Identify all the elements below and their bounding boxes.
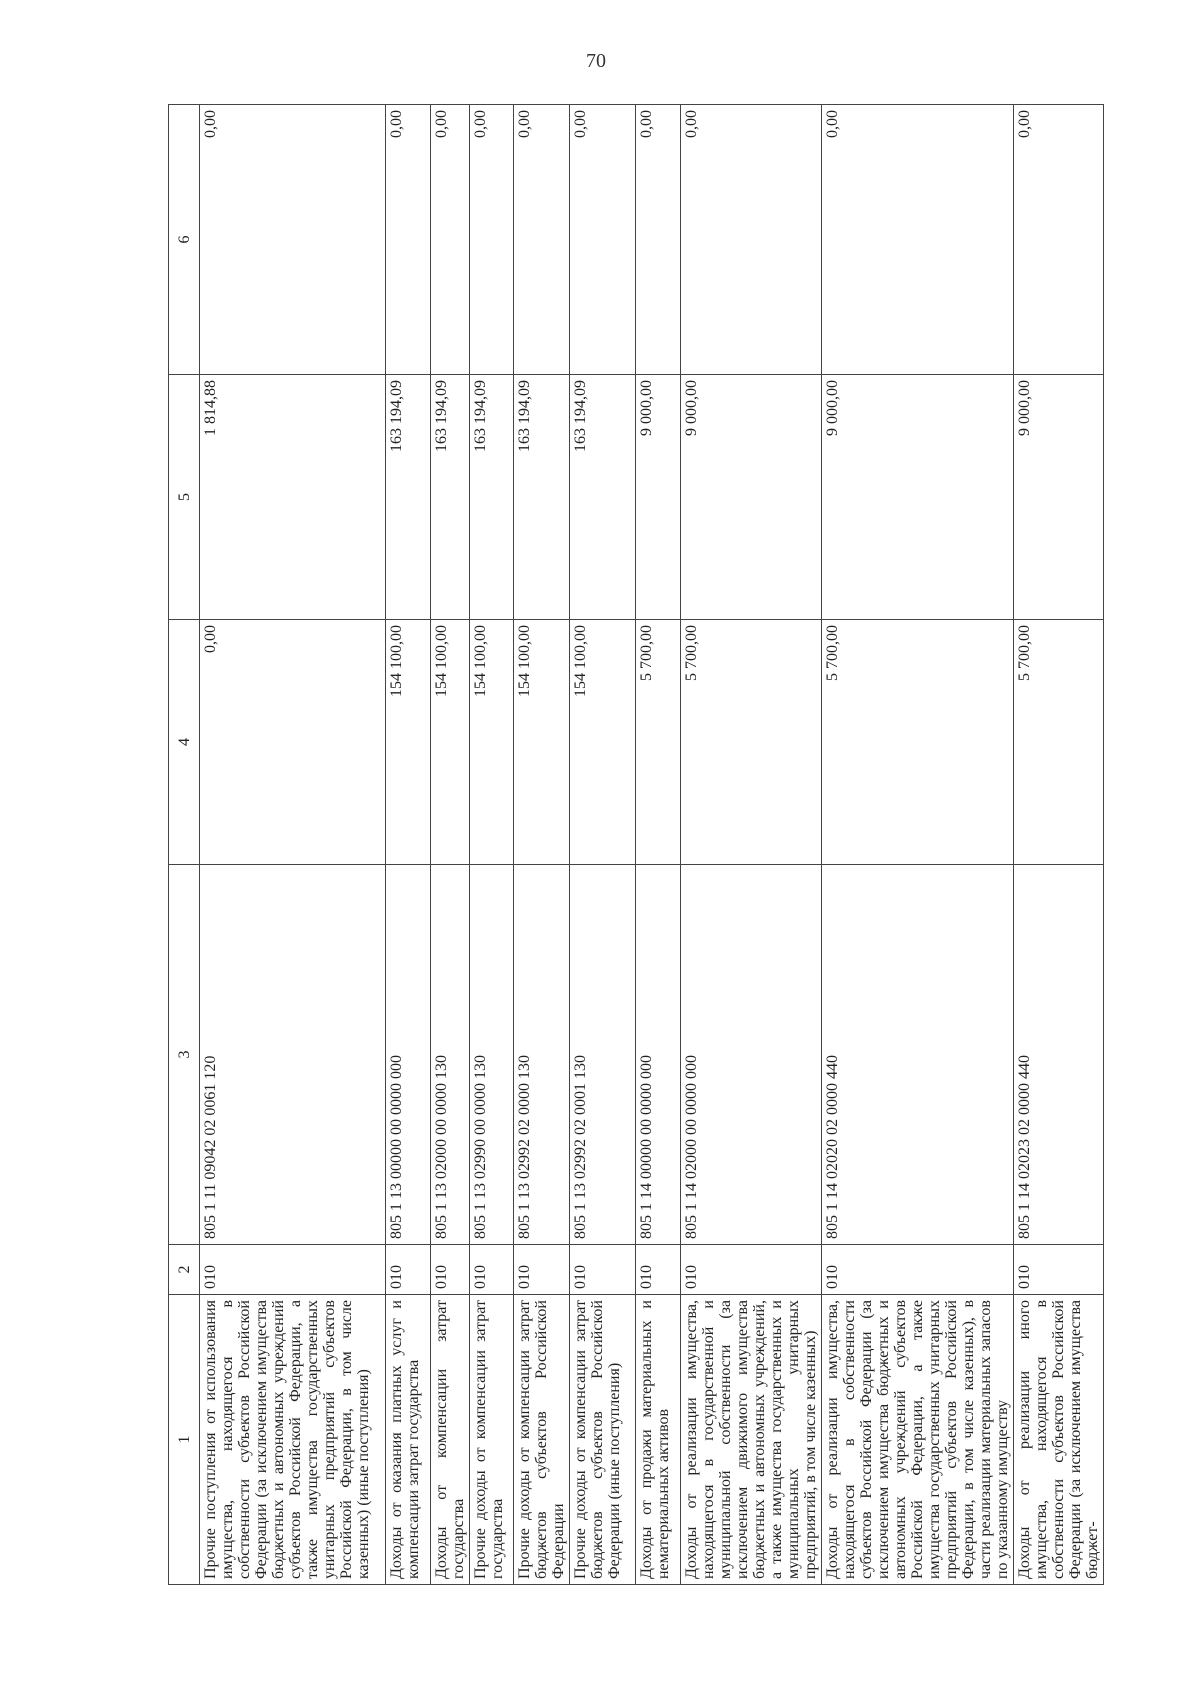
row-col4: 5 700,00 (1014, 620, 1104, 865)
page-number: 70 (586, 50, 606, 72)
row-col4: 5 700,00 (636, 620, 681, 865)
row-col4: 5 700,00 (681, 620, 822, 865)
row-name: Доходы от реализации имущества, находящегося в собственности субъектов Российской Федерации (за исключением имущества бюджетных и автономных учреждений субъектов Российской Федерации, а также имущества государственных унитарных предприятий субъектов Российской Федерации, в том числе казенных), в части реализации материальных запасов по указанному имуществу (822, 1295, 1014, 1585)
row-col6: 0,00 (470, 105, 514, 375)
row-code: 010 (514, 1245, 570, 1295)
row-col4: 5 700,00 (822, 620, 1014, 865)
row-code: 010 (1014, 1245, 1104, 1295)
row-col6: 0,00 (681, 105, 822, 375)
table-row (431, 105, 470, 1585)
row-code: 010 (681, 1245, 822, 1295)
row-name: Прочие доходы от компенсации затрат бюджетов субъектов Российской Федерации (иные поступления) (570, 1295, 636, 1585)
row-code: 010 (386, 1245, 431, 1295)
row-kbk: 805 1 13 02000 00 0000 130 (431, 865, 470, 1245)
table-row (514, 105, 570, 1585)
table-row (570, 105, 636, 1585)
row-name: Доходы от реализации иного имущества, находящегося в собственности субъектов Российской Федерации (за исключением имущества бюджет- (1014, 1295, 1104, 1585)
row-col5: 1 814,88 (200, 375, 386, 620)
row-col4: 0,00 (200, 620, 386, 865)
row-code: 010 (200, 1245, 386, 1295)
row-col4: 154 100,00 (470, 620, 514, 865)
table-row (200, 105, 386, 1585)
row-col5: 9 000,00 (636, 375, 681, 620)
row-col6: 0,00 (386, 105, 431, 375)
row-code: 010 (570, 1245, 636, 1295)
row-col5: 163 194,09 (386, 375, 431, 620)
row-kbk: 805 1 14 02000 00 0000 000 (681, 865, 822, 1245)
row-col6: 0,00 (514, 105, 570, 375)
table-row (681, 105, 822, 1585)
row-col5: 9 000,00 (1014, 375, 1104, 620)
rotated-table-container (168, 105, 1101, 1585)
row-col5: 163 194,09 (514, 375, 570, 620)
row-kbk: 805 1 13 00000 00 0000 000 (386, 865, 431, 1245)
row-name: Доходы от реализации имущества, находящегося в государственной и муниципальной собственности (за исключением движимого имущества бюджетных и автономных учреждений, а также имущества государственных и муниципальных унитарных предприятий, в том числе казенных) (681, 1295, 822, 1585)
row-col6: 0,00 (200, 105, 386, 375)
row-col6: 0,00 (431, 105, 470, 375)
row-kbk: 805 1 13 02992 02 0000 130 (514, 865, 570, 1245)
row-name: Доходы от компенсации затрат государства (431, 1295, 470, 1585)
row-col5: 9 000,00 (681, 375, 822, 620)
header-cell: 2 (169, 1245, 200, 1295)
header-cell: 4 (169, 620, 200, 865)
row-kbk: 805 1 14 02020 02 0000 440 (822, 865, 1014, 1245)
row-kbk: 805 1 11 09042 02 0061 120 (200, 865, 386, 1245)
row-col6: 0,00 (1014, 105, 1104, 375)
header-cell: 3 (169, 865, 200, 1245)
table-row (636, 105, 681, 1585)
row-kbk: 805 1 14 00000 00 0000 000 (636, 865, 681, 1245)
table-row (386, 105, 431, 1585)
header-cell: 1 (169, 1295, 200, 1585)
row-name: Прочие доходы от компенсации затрат государства (470, 1295, 514, 1585)
row-name: Прочие поступления от использования имущества, находящегося в собственности субъектов Российской Федерации (за исключением имущества бюджетных и автономных учреждений субъектов Российской Федерации, а также имущества государственных унитарных предприятий субъектов Российской Федерации, в том числе казенных) (иные поступления) (200, 1295, 386, 1585)
table-row (470, 105, 514, 1585)
header-cell: 6 (169, 105, 200, 375)
row-col4: 154 100,00 (514, 620, 570, 865)
header-cell: 5 (169, 375, 200, 620)
row-code: 010 (822, 1245, 1014, 1295)
row-col5: 9 000,00 (822, 375, 1014, 620)
row-code: 010 (431, 1245, 470, 1295)
row-name: Доходы от продажи материальных и нематериальных активов (636, 1295, 681, 1585)
row-name: Прочие доходы от компенсации затрат бюджетов субъектов Российской Федерации (514, 1295, 570, 1585)
row-kbk: 805 1 14 02023 02 0000 440 (1014, 865, 1104, 1245)
row-col6: 0,00 (570, 105, 636, 375)
table-row (822, 105, 1014, 1585)
row-name: Доходы от оказания платных услуг и компенсации затрат государства (386, 1295, 431, 1585)
row-col6: 0,00 (636, 105, 681, 375)
table-row (1014, 105, 1104, 1585)
revenue-table (168, 104, 1104, 1585)
row-col4: 154 100,00 (431, 620, 470, 865)
row-kbk: 805 1 13 02992 02 0001 130 (570, 865, 636, 1245)
row-col4: 154 100,00 (386, 620, 431, 865)
row-col5: 163 194,09 (470, 375, 514, 620)
row-code: 010 (470, 1245, 514, 1295)
header-row (169, 105, 200, 1585)
row-col5: 163 194,09 (570, 375, 636, 620)
row-col5: 163 194,09 (431, 375, 470, 620)
row-code: 010 (636, 1245, 681, 1295)
row-col4: 154 100,00 (570, 620, 636, 865)
row-col6: 0,00 (822, 105, 1014, 375)
row-kbk: 805 1 13 02990 00 0000 130 (470, 865, 514, 1245)
